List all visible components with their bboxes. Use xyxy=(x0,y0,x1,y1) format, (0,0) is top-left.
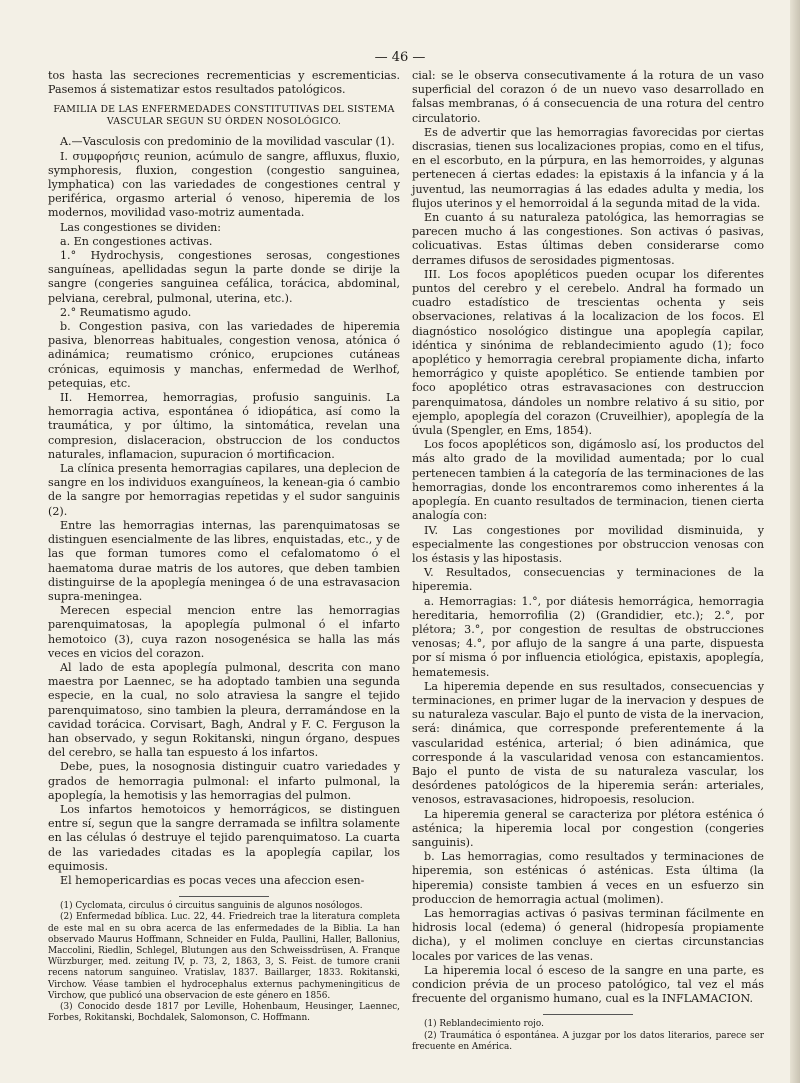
paragraph: a. Hemorragias: 1.°, por diátesis hemorrágica, hemorragia hereditaria, hemorrofilia (2) (Grandidier, etc.); 2.°, por plétora; 3.°, por congestion de resultas de obstrucciones venosas; 4.°, por aflujo de la sangre á una parte, dispuesta por sí misma ó por influencia etiológica, epistaxis, apoplegía, hematemesis. xyxy=(412,594,764,679)
paragraph: III. Los focos apopléticos pueden ocupar los diferentes puntos del cerebro y el cerebelo. Andral ha formado un cuadro estadístico de trescientas ochenta y seis observaciones, relativas á la localizacion de los focos. El diagnóstico nosológico distingue una apoplegía capilar, idéntica y sinónima de reblandecimiento agudo (1); foco apoplético y hemorragia cerebral propiamente dicha, infarto hemorrágico y quiste apoplético. Se entiende tambien por foco apoplético otras estravasaciones con destruccion parenquimatosa, dándoles un nombre relativo á su sitio, por ejemplo, apoplegía del corazon (Cruveilhier), apoplegía de la úvula (Spengler, en Ems, 1854). xyxy=(412,267,764,438)
footnote: (1) Reblandecimiento rojo. xyxy=(424,1019,544,1030)
paragraph: cial: se le observa consecutivamente á la rotura de un vaso superficial del corazon ó de un nuevo vaso desarrollado en falsas membranas, ó á consecuencia de una rotura del centro circulatorio. xyxy=(412,69,764,125)
paragraph: 1.° Hydrochysis, congestiones serosas, congestiones sanguíneas, apellidadas segun la parte donde se dirije la sangre (congeries sanguinea cefálica, torácica, abdominal, pelviana, cerebral, pulmonal, uterina, etc.). xyxy=(48,249,400,305)
paragraph: IV. Las congestiones por movilidad disminuida, y especialmente las congestiones por obstruccion venosas con los éstasis y las hipostasis. xyxy=(412,523,764,565)
paragraph: V. Resultados, consecuencias y terminaciones de la hiperemia. xyxy=(412,566,764,594)
paragraph: Merecen especial mencion entre las hemorragias parenquimatosas, la apoplegía pulmonal ó el infarto hemotoico (3), cuya razon nosogenésica se halla las más veces en vicios del corazon. xyxy=(48,604,400,660)
right-column xyxy=(412,69,764,1053)
paragraph: La clínica presenta hemorragias capilares, una deplecion de sangre en los individuos exanguíneos, la kenean-gia ó cambio de la sangre por hemorragias repetidas y el sudor sanguinis (2). xyxy=(48,462,400,518)
paragraph: Los infartos hemotoicos y hemorrágicos, se distinguen entre sí, segun que la sangre derramada se infiltra solamente en las células ó destruye el tejido parenquimatoso. La cuarta de las variedades citadas es la apoplegía capilar, los equimosis. xyxy=(48,802,400,873)
paragraph: b. Congestion pasiva, con las variedades de hiperemia pasiva, blenorreas habituales, congestion venosa, atónica ó adinámica; reumatismo crónico, erupciones cutáneas crónicas, equimosis y manchas, enfermedad de Werlhof, petequias, etc. xyxy=(48,320,400,390)
footnote: (2) Enfermedad bíblica. Luc. 22, 44. Friedreich trae la literatura completa de este mal en su obra acerca de las enfermedades de la Biblia. La han observado Maurus Hoffmann, Schneider en Fulda, Paullini, Haller, Ballonius, Maccolini, Riedlin, Schlegel, Blutungen aus den Schweissdrüsen, A. Franque Würzburger, med. zeitung IV, p. 73, 2, 1863, 3, S. Feist. de tumore cranii recens natorum sanguineo. Vratislav, 1837. Baillarger, 1833. Rokitanski, Virchow. Véase tambien el hydrocephalus externus pachymeningiticus de Virchow, que publicó una observacion de este género en 1856. xyxy=(48,912,400,1001)
paragraph: 2.° Reumatismo agudo. xyxy=(60,305,192,319)
section-title xyxy=(48,104,400,128)
left-column xyxy=(48,69,400,1024)
paragraph: La hiperemia depende en sus resultados, consecuencias y terminaciones, en primer lugar de la inervacion y despues de su naturaleza vascular. Bajo el punto de vista de la inervacion, será: dinámica, que corresponde preferentemente á la vascularidad esténica, arterial; ó bien adinámica, que corresponde á la vascularidad venosa con estancamientos. Bajo el punto de vista de su naturaleza vascular, los desórdenes patológicos de la hiperemia serán: arteriales, venosos, estravasaciones, hidropoesis, resolucion. xyxy=(412,679,764,807)
paragraph: Debe, pues, la nosognosia distinguir cuatro variedades y grados de hemorragia pulmonal: el infarto pulmonal, la apoplegía, la hemotisis y las hemorragias del pulmon. xyxy=(48,760,400,802)
footnote-rule xyxy=(543,1014,633,1015)
section-title-line-2: VASCULAR SEGUN SU ÓRDEN NOSOLÓGICO. xyxy=(106,116,342,128)
intro-paragraph: tos hasta las secreciones recrementicias y escrementicias. Pasemos á sistematizar estos resultados patológicos. xyxy=(48,69,400,97)
paragraph: Al lado de esta apoplegía pulmonal, descrita con mano maestra por Laennec, se ha adoptado tambien una segunda especie, en la cual, no solo atraviesa la sangre el tejido parenquimatoso, sino tambien la pleura, derramándose en la cavidad torácica. Corvisart, Bagh, Andral y F. C. Ferguson la han observado, y segun Rokitanski, ningun órgano, despues del cerebro, se halla tan espuesto á los infartos. xyxy=(48,660,400,760)
paragraph: Los focos apopléticos son, digámoslo así, los productos del más alto grado de la movilidad aumentada; por lo cual pertenecen tambien á la categoría de las terminaciones de las hemorragias, donde los encontraremos como inherentes á la apoplegía. En cuanto resultados de terminacion, tienen cierta analogía con: xyxy=(412,438,764,523)
page-number: — 46 — xyxy=(374,50,426,65)
footnote-rule xyxy=(179,896,269,897)
paragraph: Las congestiones se dividen: xyxy=(60,220,222,234)
paragraph: b. Las hemorragias, como resultados y terminaciones de hiperemia, son esténicas ó asténicas. Esta última (la hiperemia) consiste tambien á veces en un esfuerzo sin produccion de hemorragia actual (molimen). xyxy=(412,850,764,906)
paragraph: La hiperemia general se caracteriza por plétora esténica ó asténica; la hiperemia local por congestion (congeries sanguinis). xyxy=(412,807,764,849)
paragraph: a. En congestiones activas. xyxy=(60,234,213,248)
paragraph: La hiperemia local ó esceso de la sangre en una parte, es condicion prévia de un proceso patológico, tal vez el más frecuente del organismo humano, cual es la INFLAMACION. xyxy=(412,963,764,1006)
section-title-line-1: FAMILIA DE LAS ENFERMEDADES CONSTITUTIVAS DEL SISTEMA xyxy=(53,104,395,116)
paragraph: En cuanto á su naturaleza patológica, las hemorragias se parecen mucho á las congestiones. Son activas ó pasivas, colicuativas. Estas últimas deben considerarse como derrames difusos de serosidades pigmentosas. xyxy=(412,211,764,267)
footnotes-left xyxy=(48,901,400,1024)
page-edge xyxy=(790,0,800,1083)
footnote: (1) Cyclomata, circulus ó circuitus sanguinis de algunos nosólogos. xyxy=(60,901,363,912)
paragraph: El hemopericardias es pocas veces una afeccion esen- xyxy=(60,873,365,887)
footnotes-right xyxy=(412,1019,764,1053)
paragraph: Entre las hemorragias internas, las parenquimatosas se distinguen esencialmente de las libres, enquistadas, etc., y de las que forman tumores como el cefalomatomo ó el haematoma durae matris de los autores, que deben tambien distinguirse de la apoplegía meningea ó de una estravasacion supra-meningea. xyxy=(48,518,400,603)
paragraph: I. συμφορήσις reunion, acúmulo de sangre, affluxus, fluxio, symphoresis, fluxion, congestion (congestio sanguinea, lymphatica) con las variedades de congestiones central y periférica, orgasmo arterial ó venoso, hiperemia de los modernos, movilidad vaso-motriz aumentada. xyxy=(48,149,400,220)
footnote: (3) Conocido desde 1817 por Leville, Hohenbaum, Heusinger, Laennec, Forbes, Rokitanski, Bochdalek, Salomonson, C. Hoffmann. xyxy=(48,1002,400,1024)
paragraph: Es de advertir que las hemorragias favorecidas por ciertas discrasias, tienen sus localizaciones propias, como en el tifus, en el escorbuto, en la púrpura, en las hemorroides, y algunas pertenecen á ciertas edades: la epistaxis á la infancia y á la juventud, las neumorragias á las edades adulta y media, los flujos uterinos y el hemorroidal á la segunda mitad de la vida. xyxy=(412,125,764,210)
paragraph: A.—Vasculosis con predominio de la movilidad vascular (1). xyxy=(60,135,395,149)
footnote: (2) Traumática ó espontánea. A juzgar por los datos literarios, parece ser frecuente en América. xyxy=(412,1030,764,1052)
paragraph: Las hemorragias activas ó pasivas terminan fácilmente en hidrosis local (edema) ó general (hidropesía propiamente dicha), y el molimen concluye en ciertas circunstancias locales por varices de las venas. xyxy=(412,906,764,963)
paragraph: II. Hemorrea, hemorragias, profusio sanguinis. La hemorragia activa, espontánea ó idiopática, así como la traumática, y por último, la sintomática, revelan una compresion, dislaceracion, obstruccion de los conductos naturales, inflamacion, supuracion ó mortificacion. xyxy=(48,391,400,461)
